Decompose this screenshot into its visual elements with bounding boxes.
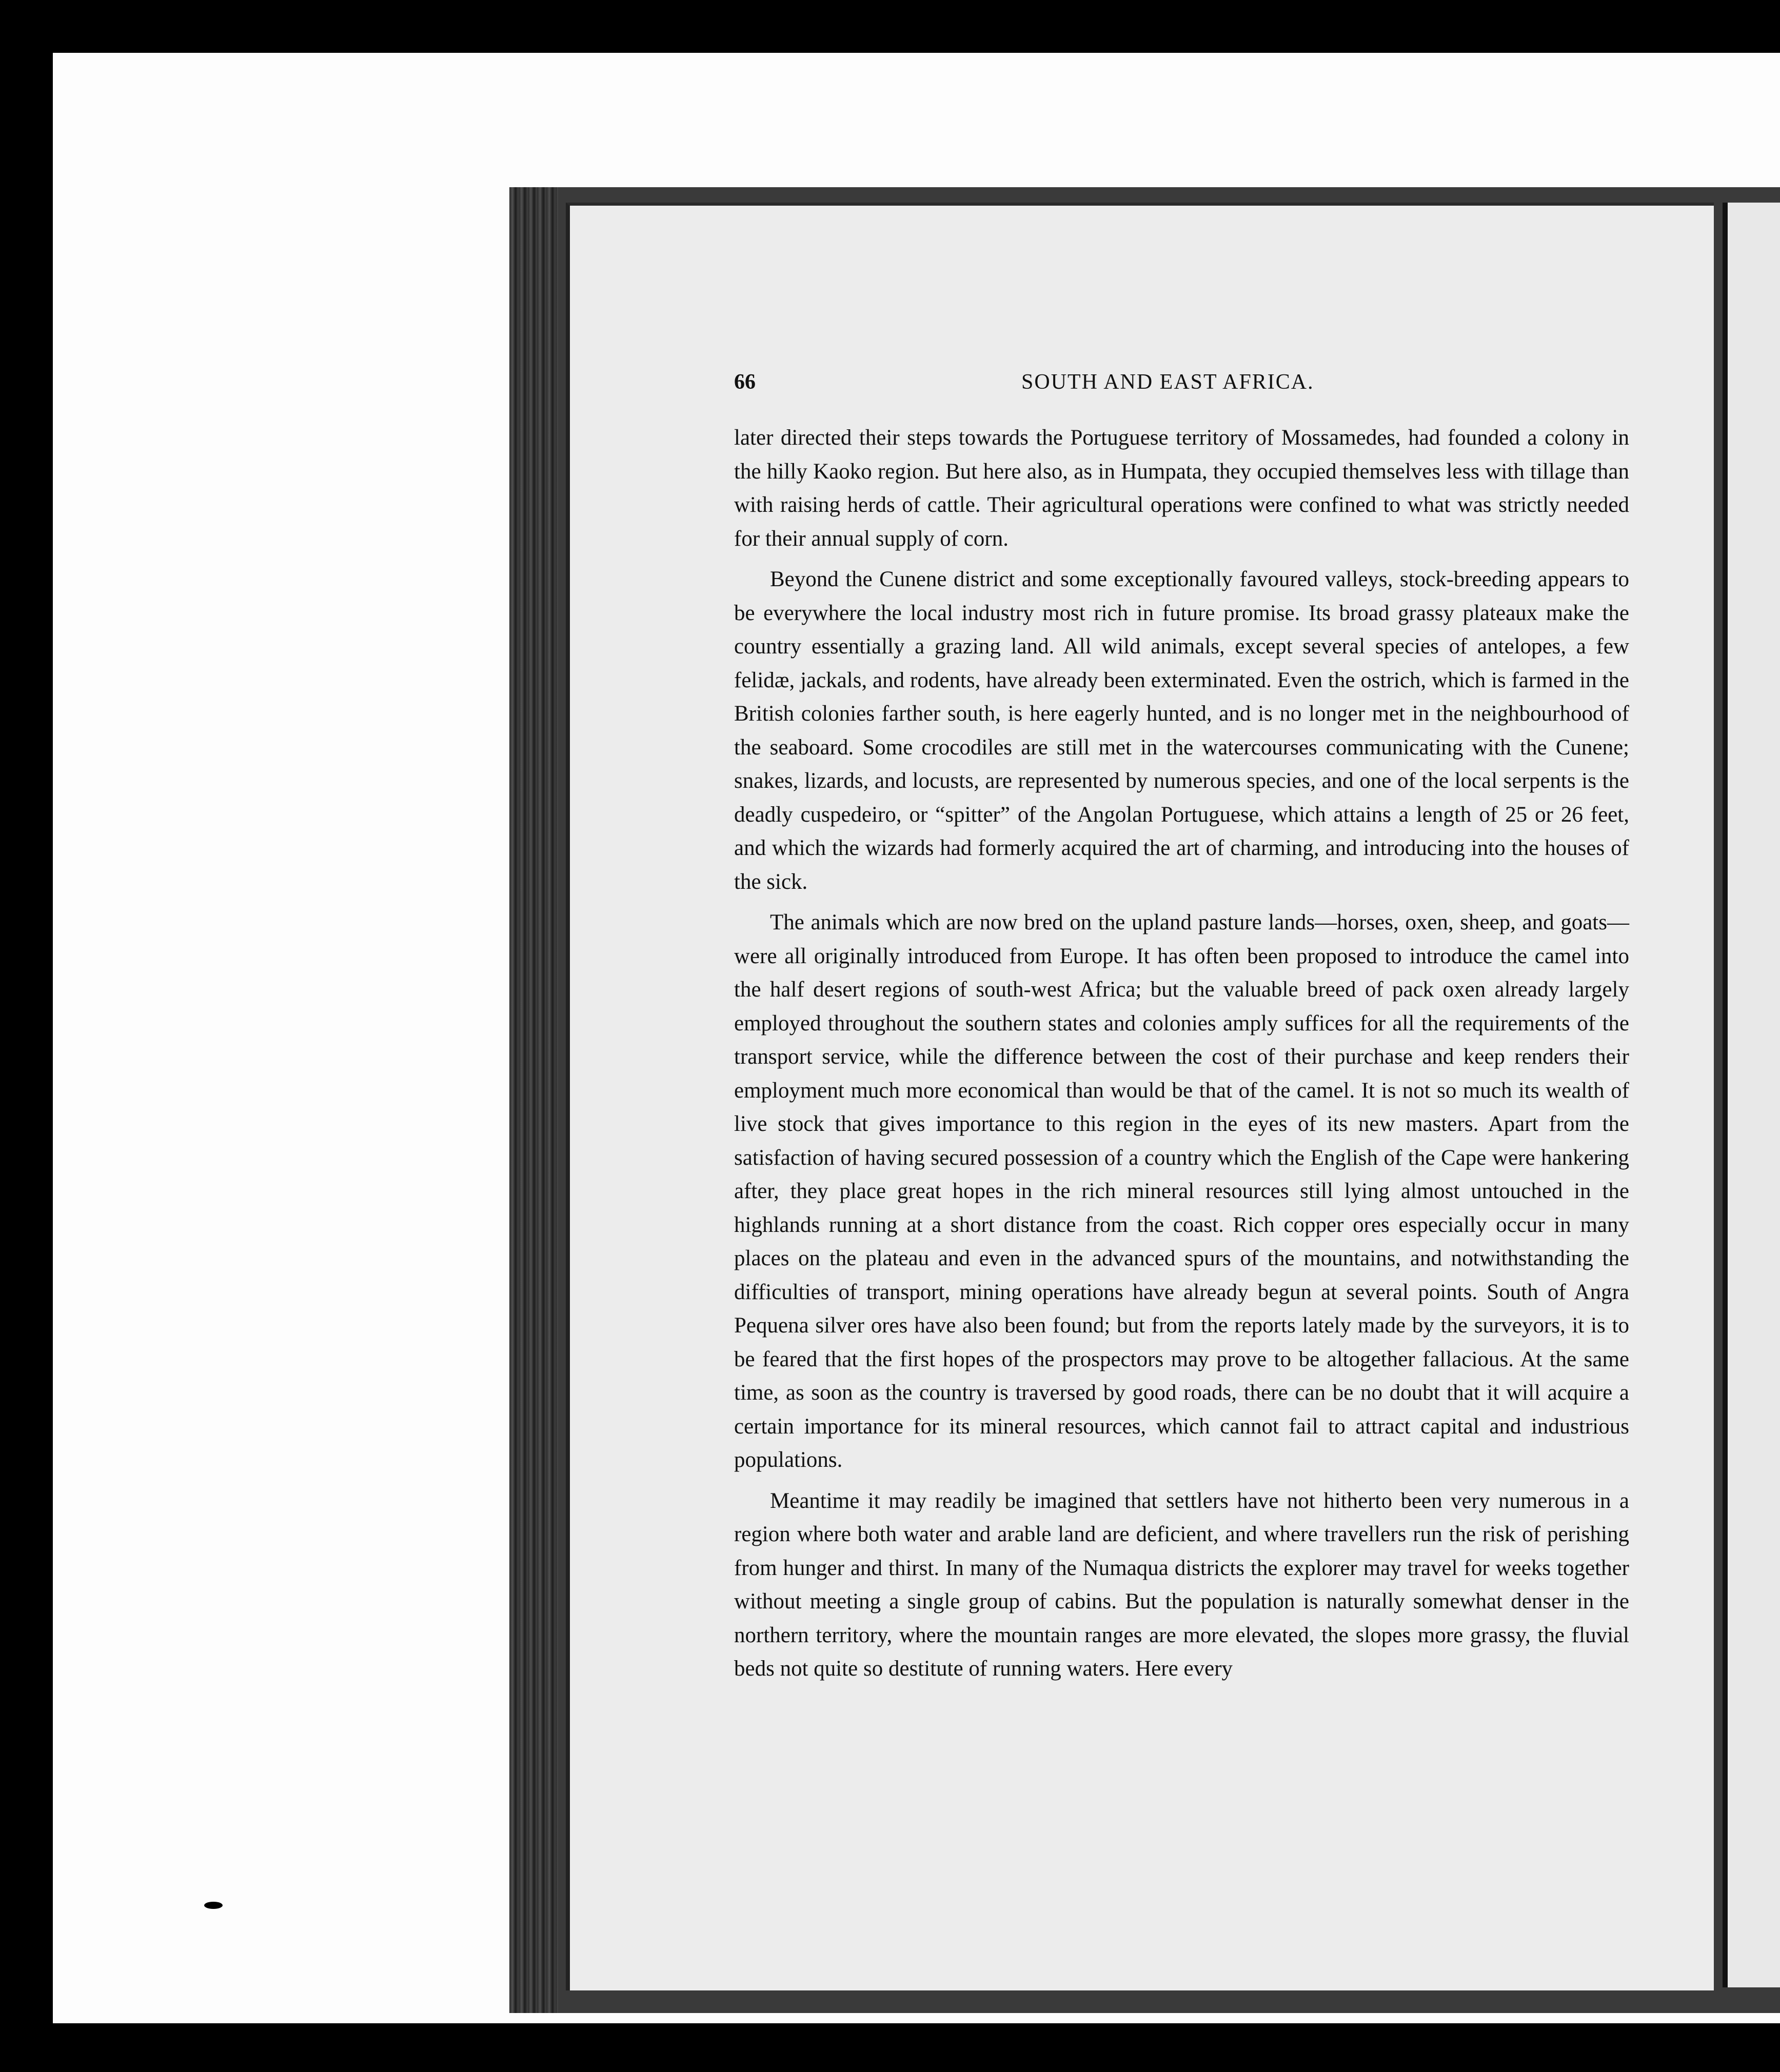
film-mark — [204, 1902, 223, 1909]
film-frame — [53, 53, 1780, 2023]
running-head — [570, 370, 1714, 406]
book-page — [566, 203, 1714, 1990]
book — [509, 187, 1780, 2013]
book-spine — [509, 187, 558, 2013]
paragraph: The animals which are now bred on the upland pasture lands—horses, oxen, sheep, and goats—were all originally introduced from Europe. It has often been proposed to introduce the camel into the half desert regions of south-west Africa; but the valuable breed of pack oxen already largely employed throughout the southern states and colonies amply suffices for all the requirements of the transport service, while the difference between the cost of their purchase and keep renders their employment much more economical than would be that of the camel. It is not so much its wealth of live stock that gives importance to this region in the eyes of its new masters. Apart from the satisfaction of having secured possession of a country which the English of the Cape were hankering after, they place great hopes in the rich mineral resources still lying almost untouched in the highlands running at a short distance from the coast. Rich copper ores especially occur in many places on the plateau and even in the advanced spurs of the mountains, and notwithstanding the difficulties of transport, mining operations have already begun at several points. South of Angra Pequena silver ores have also been found; but from the reports lately made by the surveyors, it is to be feared that the first hopes of the prospectors may prove to be altogether fallacious. At the same time, as soon as the country is traversed by good roads, there can be no doubt that it will acquire a certain importance for its mineral resources, which cannot fail to attract capital and industrious populations. — [734, 910, 1629, 1472]
paragraph: Beyond the Cunene district and some exceptionally favoured valleys, stock-breeding appears to be everywhere the local industry most rich in future promise. Its broad grassy plateaux make the country essentially a grazing land. All wild animals, except several species of antelopes, a few felidæ, jackals, and rodents, have already been exterminated. Even the ostrich, which is farmed in the British colonies farther south, is here eagerly hunted, and is no longer met in the neighbourhood of the seaboard. Some crocodiles are still met in the watercourses communicating with the Cunene; snakes, lizards, and locusts, are represented by numerous species, and one of the local serpents is the deadly cuspedeiro, or “spitter” of the Angolan Portuguese, which attains a length of 25 or 26 feet, and which the wizards had formerly acquired the art of charming, and introducing into the houses of the sick. — [734, 567, 1629, 894]
film-border-top — [0, 0, 1780, 53]
running-title: SOUTH AND EAST AFRICA. — [1021, 370, 1314, 394]
body-text — [734, 421, 1629, 1693]
paragraph: later directed their steps towards the Portuguese territory of Mossamedes, had founded a colony in the hilly Kaoko region. But here also, as in Humpata, they occupied themselves less with tillage than with raising herds of cattle. Their agricultural operations were confined to what was strictly needed for their annual supply of corn. — [734, 426, 1629, 551]
film-border-bottom — [0, 2023, 1780, 2072]
page-number: 66 — [734, 370, 756, 394]
paragraph: Meantime it may readily be imagined that settlers have not hitherto been very numerous in a region where both water and arable land are deficient, and where travellers run the risk of perishing from hunger and thirst. In many of the Numaqua districts the explorer may travel for weeks together without meeting a single group of cabins. But the population is naturally somewhat denser in the northern territory, where the mountain ranges are more elevated, the slopes more grassy, the fluvial beds not quite so destitute of running waters. Here every — [734, 1488, 1629, 1681]
facing-page-edge — [1723, 203, 1780, 1987]
